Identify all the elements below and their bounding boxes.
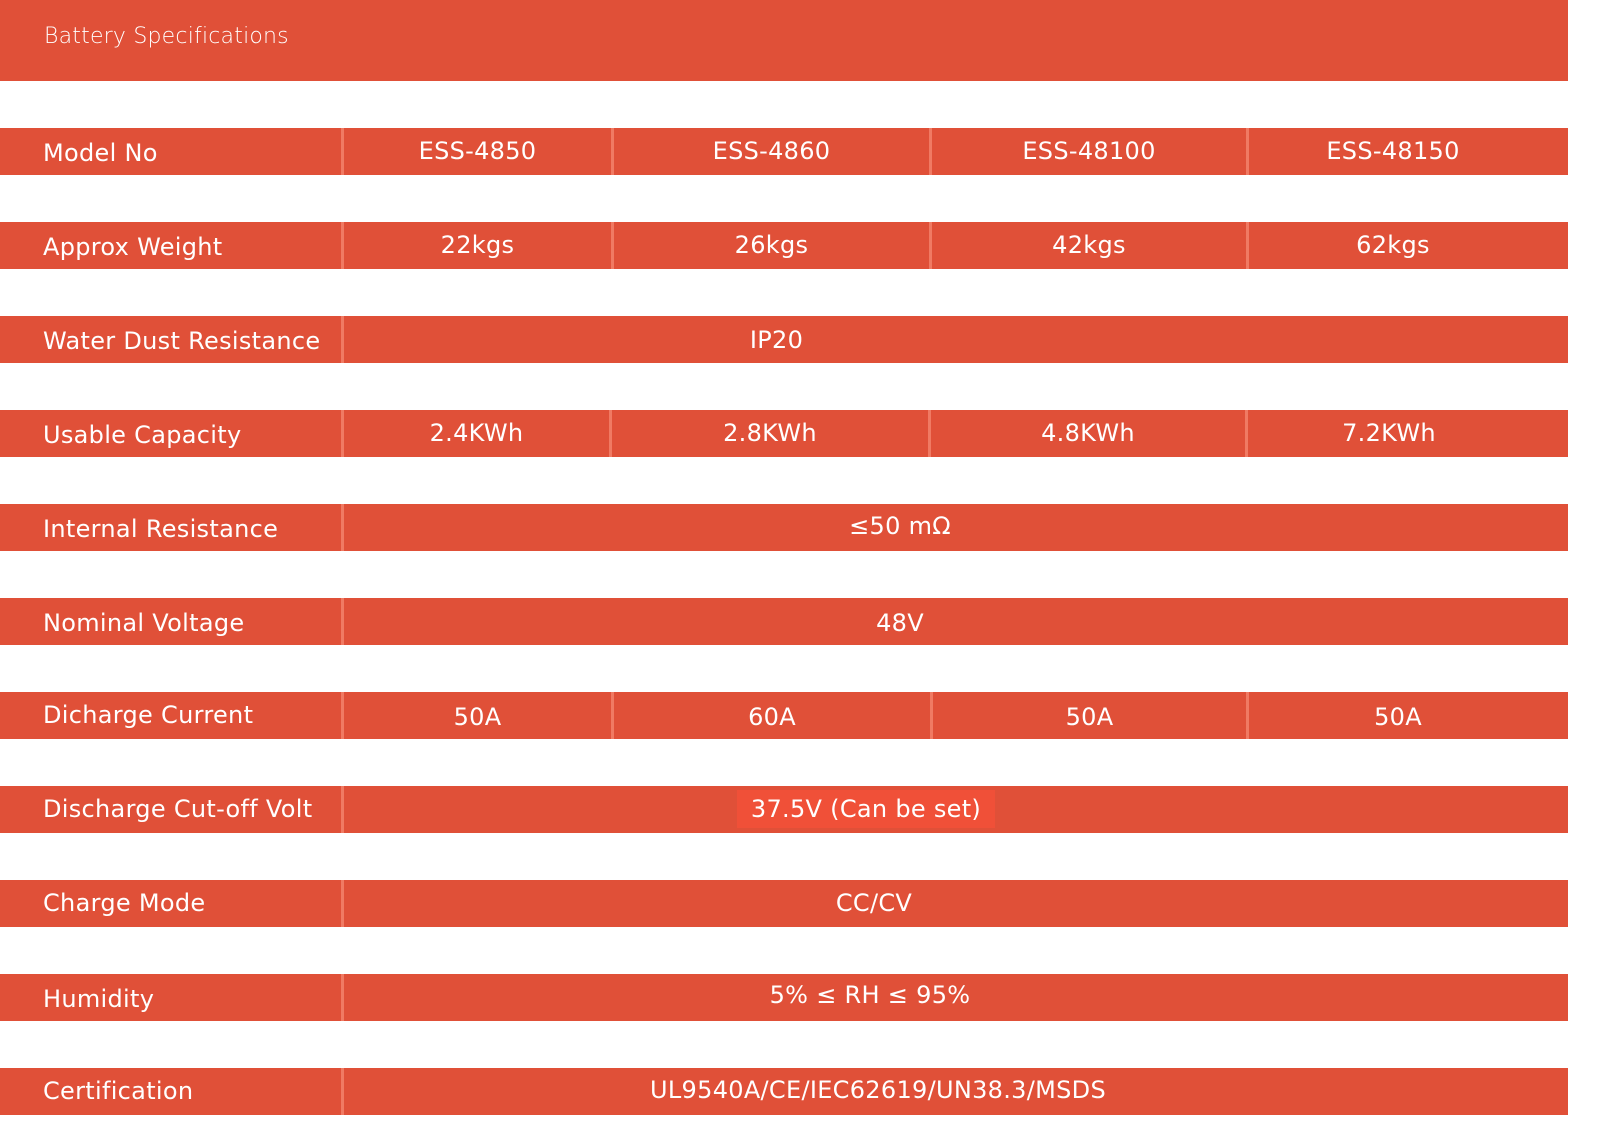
row-label: Internal Resistance bbox=[43, 515, 279, 543]
cell-value: ≤50 mΩ bbox=[849, 512, 951, 540]
cell-value: UL9540A/CE/IEC62619/UN38.3/MSDS bbox=[650, 1076, 1106, 1104]
row-label: Water Dust Resistance bbox=[43, 327, 321, 355]
cell-value: ESS-48100 bbox=[1022, 137, 1156, 165]
cell-value: IP20 bbox=[749, 326, 804, 354]
cell-value: 2.8KWh bbox=[723, 419, 817, 447]
spec-row-certification bbox=[0, 1068, 1568, 1115]
row-label: Usable Capacity bbox=[43, 421, 242, 449]
spec-row-model-no bbox=[0, 128, 1568, 175]
row-label: Charge Mode bbox=[43, 889, 206, 917]
cell-value: 50A bbox=[453, 703, 502, 731]
spec-row-discharge-current bbox=[0, 692, 1568, 739]
spec-row-usable-capacity bbox=[0, 410, 1568, 457]
highlighted-value: 37.5V (Can be set) bbox=[737, 790, 995, 828]
row-label: Approx Weight bbox=[43, 233, 223, 261]
cell-value: 62kgs bbox=[1356, 231, 1430, 259]
row-label: Humidity bbox=[43, 985, 155, 1013]
row-label: Certification bbox=[43, 1077, 194, 1105]
page-title: Battery Specifications bbox=[44, 24, 289, 49]
cell-value: ESS-4850 bbox=[418, 137, 537, 165]
cell-value: 26kgs bbox=[734, 231, 809, 259]
cell-value: 5% ≤ RH ≤ 95% bbox=[769, 981, 971, 1009]
cell-value: 22kgs bbox=[440, 231, 515, 259]
row-label: Dicharge Current bbox=[43, 701, 254, 729]
spec-row-water-dust-resistance bbox=[0, 316, 1568, 363]
row-label: Nominal Voltage bbox=[43, 609, 245, 637]
cell-value: CC/CV bbox=[835, 889, 913, 917]
cell-value: 50A bbox=[1065, 703, 1114, 731]
spec-row-approx-weight bbox=[0, 222, 1568, 269]
cell-value: ESS-48150 bbox=[1326, 137, 1460, 165]
spec-row-discharge-cutoff-volt bbox=[0, 786, 1568, 833]
cell-value: 50A bbox=[1374, 703, 1422, 731]
cell-value: ESS-4860 bbox=[712, 137, 831, 165]
spec-row-internal-resistance bbox=[0, 504, 1568, 551]
cell-value: 7.2KWh bbox=[1342, 419, 1436, 447]
header-bar bbox=[0, 0, 1568, 81]
row-label: Discharge Cut-off Volt bbox=[43, 795, 313, 823]
row-label: Model No bbox=[43, 139, 158, 167]
cell-value: 60A bbox=[748, 703, 796, 731]
cell-value: 42kgs bbox=[1052, 231, 1126, 259]
spec-row-charge-mode bbox=[0, 880, 1568, 927]
spec-row-nominal-voltage bbox=[0, 598, 1568, 645]
cell-value: 2.4KWh bbox=[429, 419, 524, 447]
cell-value: 48V bbox=[876, 609, 924, 637]
cell-value: 4.8KWh bbox=[1041, 419, 1135, 447]
cell-value-wrapper bbox=[344, 786, 1388, 833]
spec-row-humidity bbox=[0, 974, 1568, 1021]
